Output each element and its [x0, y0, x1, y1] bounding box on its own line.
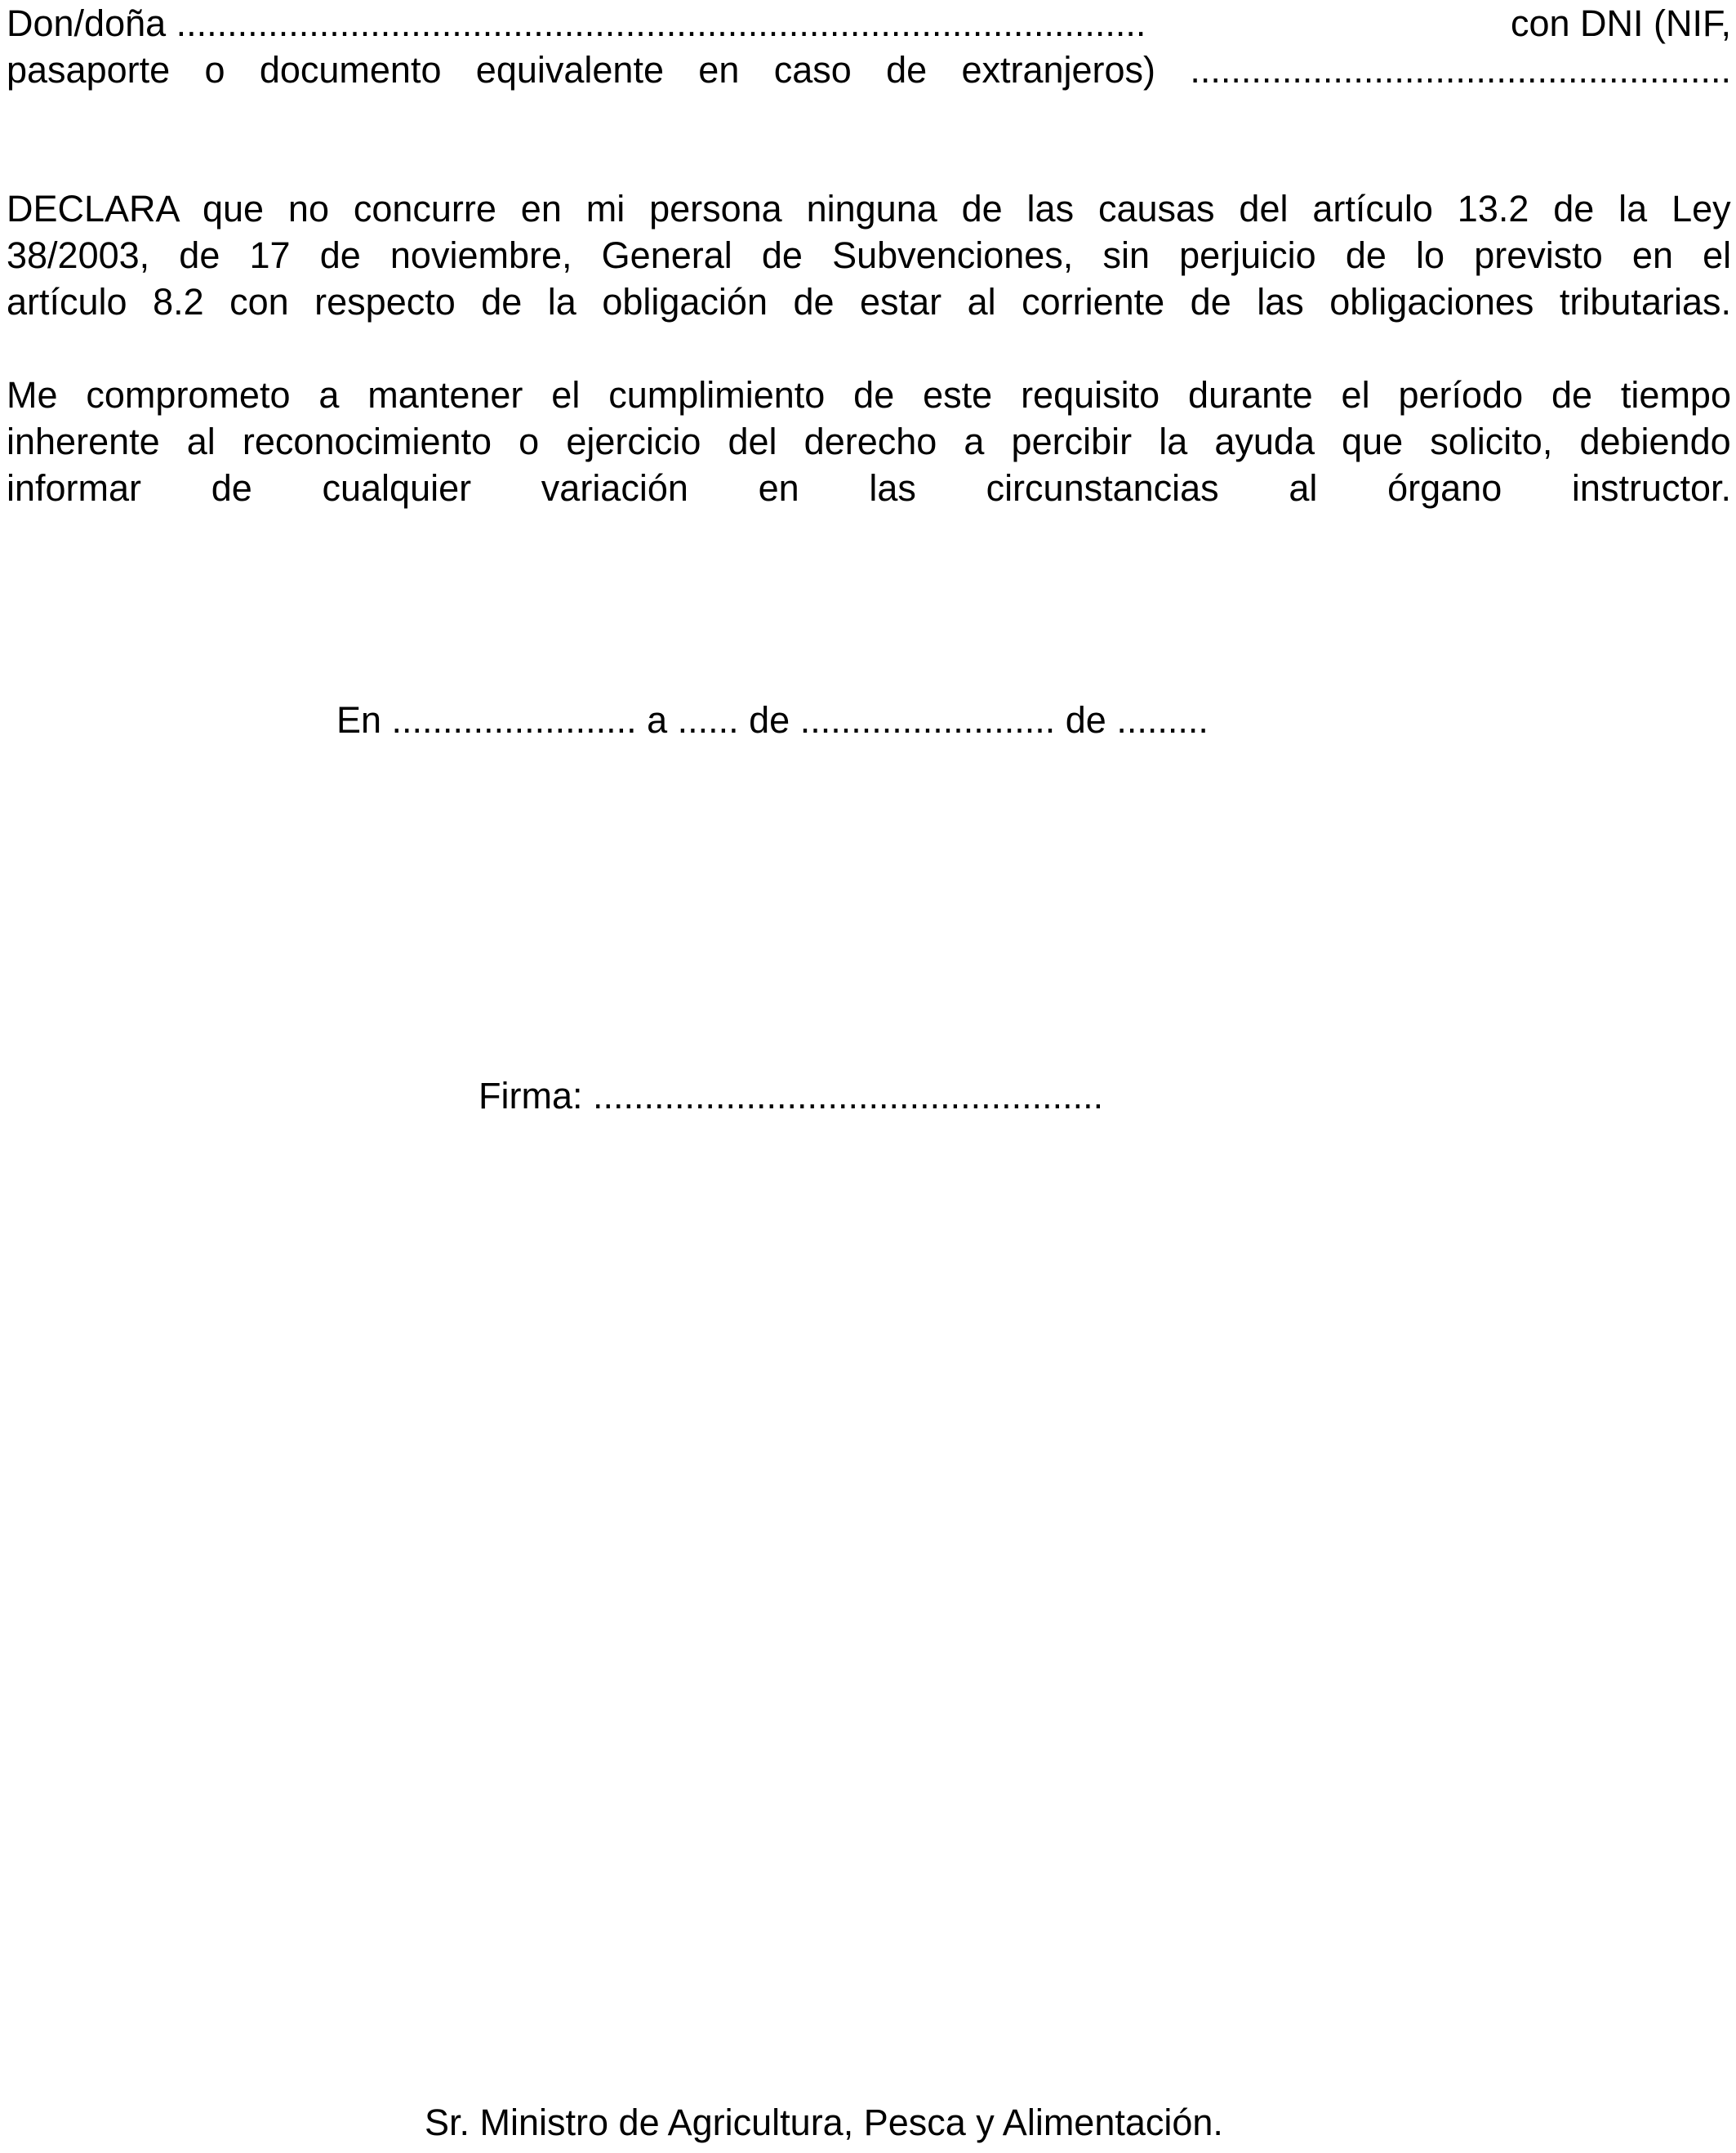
declaration-line-3: artículo 8.2 con respecto de la obligación de estar al corriente de las obligaciones tributarias.	[7, 281, 1731, 323]
place-date-line: En ........................ a ...... de ......................... de .........	[336, 699, 1209, 741]
id-field-label: con DNI (NIF,	[1510, 2, 1731, 44]
name-field-line: Don/doña ...............................................................................................	[7, 2, 1146, 44]
addressee-line: Sr. Ministro de Agricultura, Pesca y Alimentación.	[425, 2102, 1223, 2143]
commitment-line-1: Me comprometo a mantener el cumplimiento de este requisito durante el período de tiempo	[7, 374, 1731, 416]
signature-line: Firma: ..................................................	[479, 1075, 1104, 1117]
commitment-paragraph	[7, 372, 1731, 511]
declaration-line-2: 38/2003, de 17 de noviembre, General de Subvenciones, sin perjuicio de lo previsto en el	[7, 234, 1731, 276]
header-paragraph	[7, 0, 1731, 93]
header-line-1	[7, 0, 1731, 47]
commitment-line-3: informar de cualquier variación en las circunstancias al órgano instructor.	[7, 467, 1731, 509]
declaration-paragraph	[7, 185, 1731, 325]
commitment-line-2: inherente al reconocimiento o ejercicio del derecho a percibir la ayuda que solicito, debiendo	[7, 421, 1731, 462]
declaration-line-1: DECLARA que no concurre en mi persona ninguna de las causas del artículo 13.2 de la Ley	[7, 188, 1731, 230]
header-line-2: pasaporte o documento equivalente en caso de extranjeros) .....................................................	[7, 49, 1731, 91]
